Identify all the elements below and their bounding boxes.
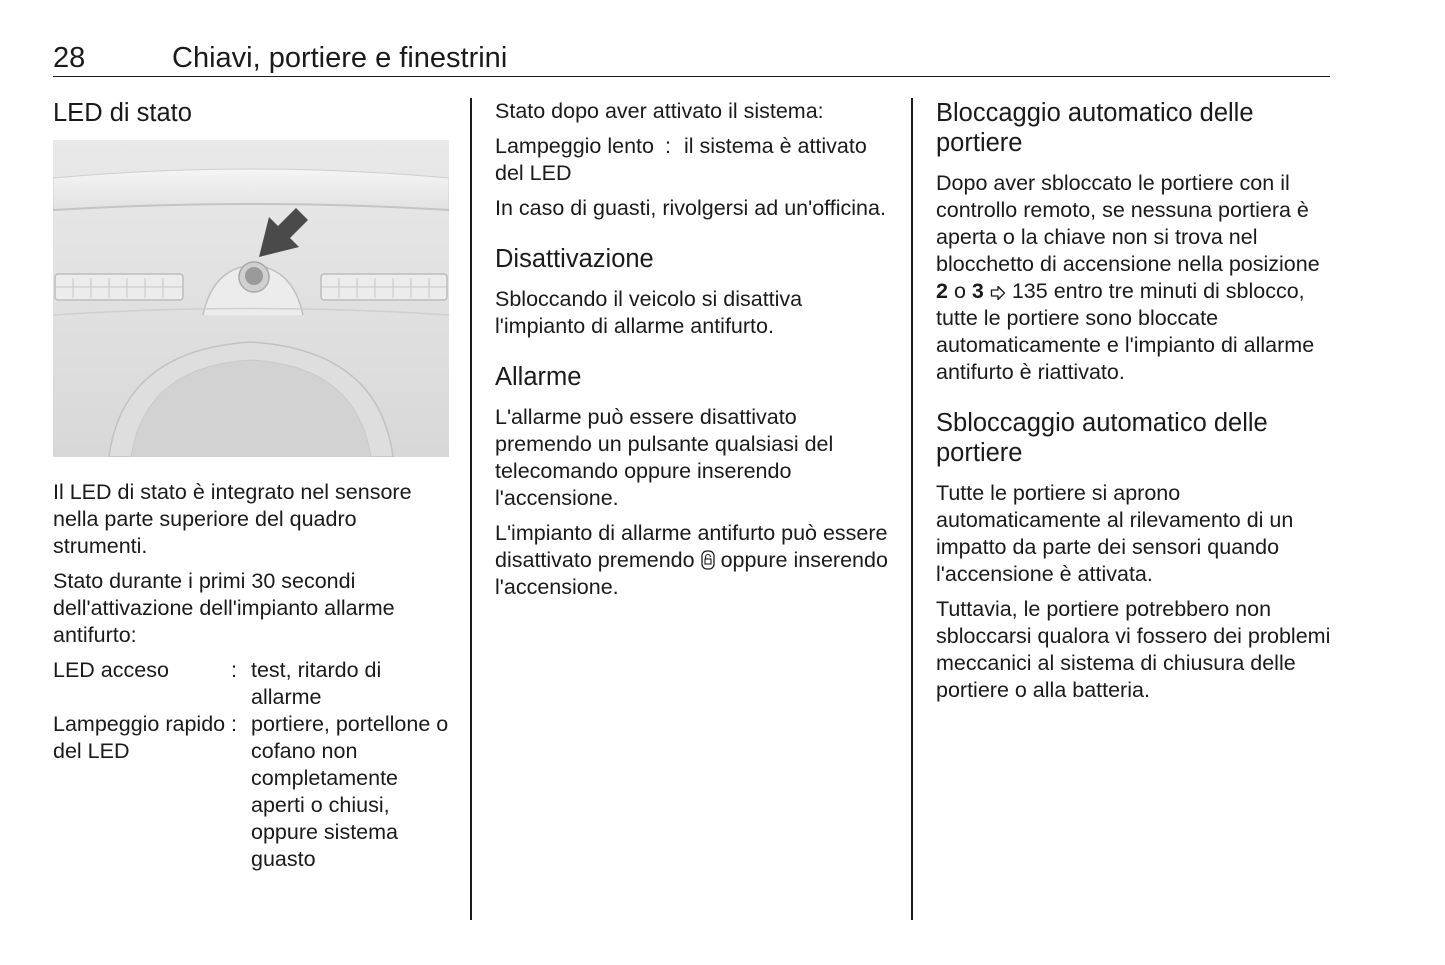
chapter-title: Chiavi, portiere e finestrini [172, 42, 508, 74]
list-description: portiere, portellone o cofano non completamente aperti o chiusi, oppure sistema guasto [251, 712, 449, 871]
list-separator: : [231, 658, 237, 682]
list-separator: : [231, 712, 237, 736]
list-description: il sistema è attivato [684, 134, 867, 158]
page-reference: 135 [1011, 279, 1048, 303]
fault-text: In caso di guasti, rivolgersi ad un'officina. [495, 196, 886, 220]
alarm-text-2: L'impianto di allarme antifurto può essere disattivato premendo oppure inserendo l'accensione. [495, 521, 888, 599]
dashboard-led-illustration [53, 140, 449, 457]
page-reference-arrow-icon [990, 285, 1006, 301]
column-2 [495, 98, 891, 609]
led-status-list [53, 657, 449, 873]
after-activation-list [495, 133, 891, 187]
heading-auto-lock: Bloccaggio automatico delle portiere [936, 99, 1254, 157]
page-header [53, 40, 1330, 77]
unlock-key-icon [701, 550, 715, 570]
column-divider [470, 98, 472, 920]
after-activation-intro: Stato dopo aver attivato il sistema: [495, 99, 824, 123]
auto-unlock-text-1: Tutte le portiere si aprono automaticamente al rilevamento di un impatto da parte dei sensori quando l'accensione è attivata. [936, 481, 1294, 586]
list-term: Lampeggio lento del LED [495, 134, 654, 185]
led-description: Il LED di stato è integrato nel sensore nella parte superiore del quadro strumenti. [53, 480, 412, 558]
heading-alarm: Allarme [495, 363, 582, 391]
auto-lock-text: Dopo aver sbloccato le portiere con il controllo remoto, se nessuna portiera è aperta o la chiave non si trova nel blocchetto di accensione nella posizione 2 o 3 135 entro tre minuti di sblocco, tutte le portiere sono bloccate automaticamente e l'impianto di allarme antifurto è riattivato. [936, 171, 1320, 384]
ignition-position-2: 2 [936, 279, 948, 303]
page-number: 28 [53, 42, 86, 74]
heading-led-status: LED di stato [53, 99, 192, 127]
heading-auto-unlock: Sbloccaggio automatico delle portiere [936, 409, 1268, 467]
list-separator: : [665, 134, 671, 158]
column-3 [936, 98, 1332, 712]
alarm-text-1: L'allarme può essere disattivato premendo un pulsante qualsiasi del telecomando oppure inserendo l'accensione. [495, 405, 834, 510]
activation-intro: Stato durante i primi 30 secondi dell'attivazione dell'impianto allarme antifurto: [53, 569, 395, 647]
list-term: LED acceso [53, 658, 169, 682]
list-description: test, ritardo di allarme [251, 658, 382, 709]
list-term: Lampeggio rapido del LED [53, 712, 226, 763]
auto-unlock-text-2: Tuttavia, le portiere potrebbero non sbloccarsi qualora vi fossero dei problemi meccanici al sistema di chiusura delle portiere o alla batteria. [936, 597, 1331, 702]
ignition-position-3: 3 [971, 279, 984, 303]
deactivation-text: Sbloccando il veicolo si disattiva l'impianto di allarme antifurto. [495, 287, 803, 338]
heading-deactivation: Disattivazione [495, 245, 654, 273]
column-1 [53, 98, 449, 881]
column-divider [911, 98, 913, 920]
